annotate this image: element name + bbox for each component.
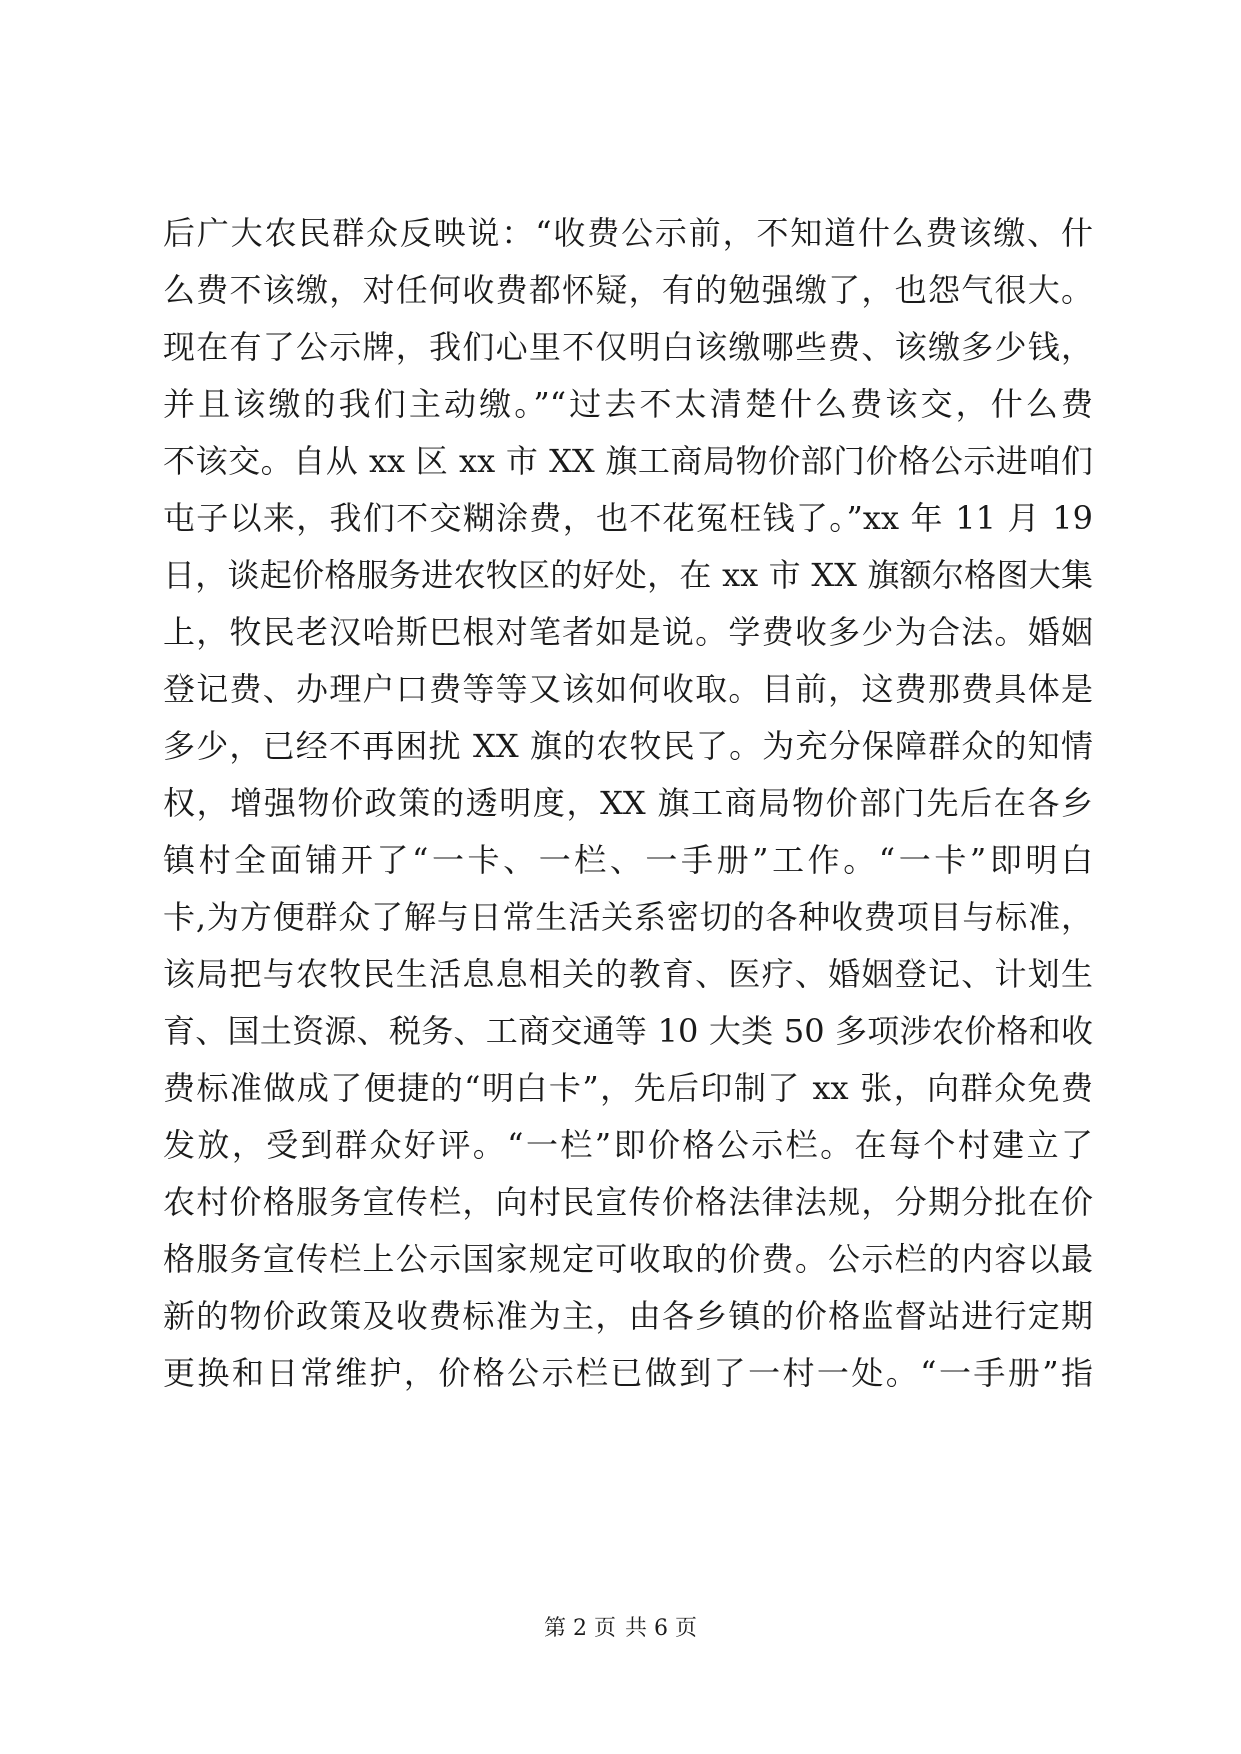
text-line: 多少，已经不再困扰 XX 旗的农牧民了。为充分保障群众的知情 [163, 727, 1093, 765]
text-line: 农村价格服务宣传栏，向村民宣传价格法律法规，分期分批在价 [163, 1183, 1093, 1221]
text-line: 新的物价政策及收费标准为主，由各乡镇的价格监督站进行定期 [163, 1297, 1093, 1335]
text-line: 登记费、办理户口费等等又该如何收取。目前，这费那费具体是 [163, 670, 1093, 708]
text-line: 格服务宣传栏上公示国家规定可收取的价费。公示栏的内容以最 [163, 1240, 1093, 1278]
text-line: 日，谈起价格服务进农牧区的好处，在 xx 市 XX 旗额尔格图大集 [163, 556, 1093, 594]
text-line: 么费不该缴，对任何收费都怀疑，有的勉强缴了，也怨气很大。 [163, 271, 1093, 309]
page-footer [0, 1614, 1241, 1644]
text-line: 发放，受到群众好评。“一栏”即价格公示栏。在每个村建立了 [163, 1126, 1093, 1164]
text-line: 费标准做成了便捷的“明白卡”，先后印制了 xx 张，向群众免费 [163, 1069, 1093, 1107]
text-line: 育、国土资源、税务、工商交通等 10 大类 50 多项涉农价格和收 [163, 1012, 1093, 1050]
text-line: 更换和日常维护，价格公示栏已做到了一村一处。“一手册”指 [163, 1354, 1093, 1392]
page-total: 共 6 页 [625, 1616, 697, 1641]
text-line: 并且该缴的我们主动缴。”“过去不太清楚什么费该交，什么费 [163, 385, 1093, 423]
text-line: 屯子以来，我们不交糊涂费，也不花冤枉钱了。”xx 年 11 月 19 [163, 499, 1093, 537]
text-line: 现在有了公示牌，我们心里不仅明白该缴哪些费、该缴多少钱， [163, 328, 1093, 366]
page-number: 第 2 页 [544, 1616, 616, 1641]
text-line: 后广大农民群众反映说：“收费公示前，不知道什么费该缴、什 [163, 214, 1093, 252]
text-line: 不该交。自从 xx 区 xx 市 XX 旗工商局物价部门价格公示进咱们 [163, 442, 1093, 480]
text-line: 卡,为方便群众了解与日常生活关系密切的各种收费项目与标准， [163, 898, 1093, 936]
text-line: 镇村全面铺开了“一卡、一栏、一手册”工作。“一卡”即明白 [163, 841, 1093, 879]
text-line: 该局把与农牧民生活息息相关的教育、医疗、婚姻登记、计划生 [163, 955, 1093, 993]
text-line: 权，增强物价政策的透明度，XX 旗工商局物价部门先后在各乡 [163, 784, 1093, 822]
text-line: 上，牧民老汉哈斯巴根对笔者如是说。学费收多少为合法。婚姻 [163, 613, 1093, 651]
